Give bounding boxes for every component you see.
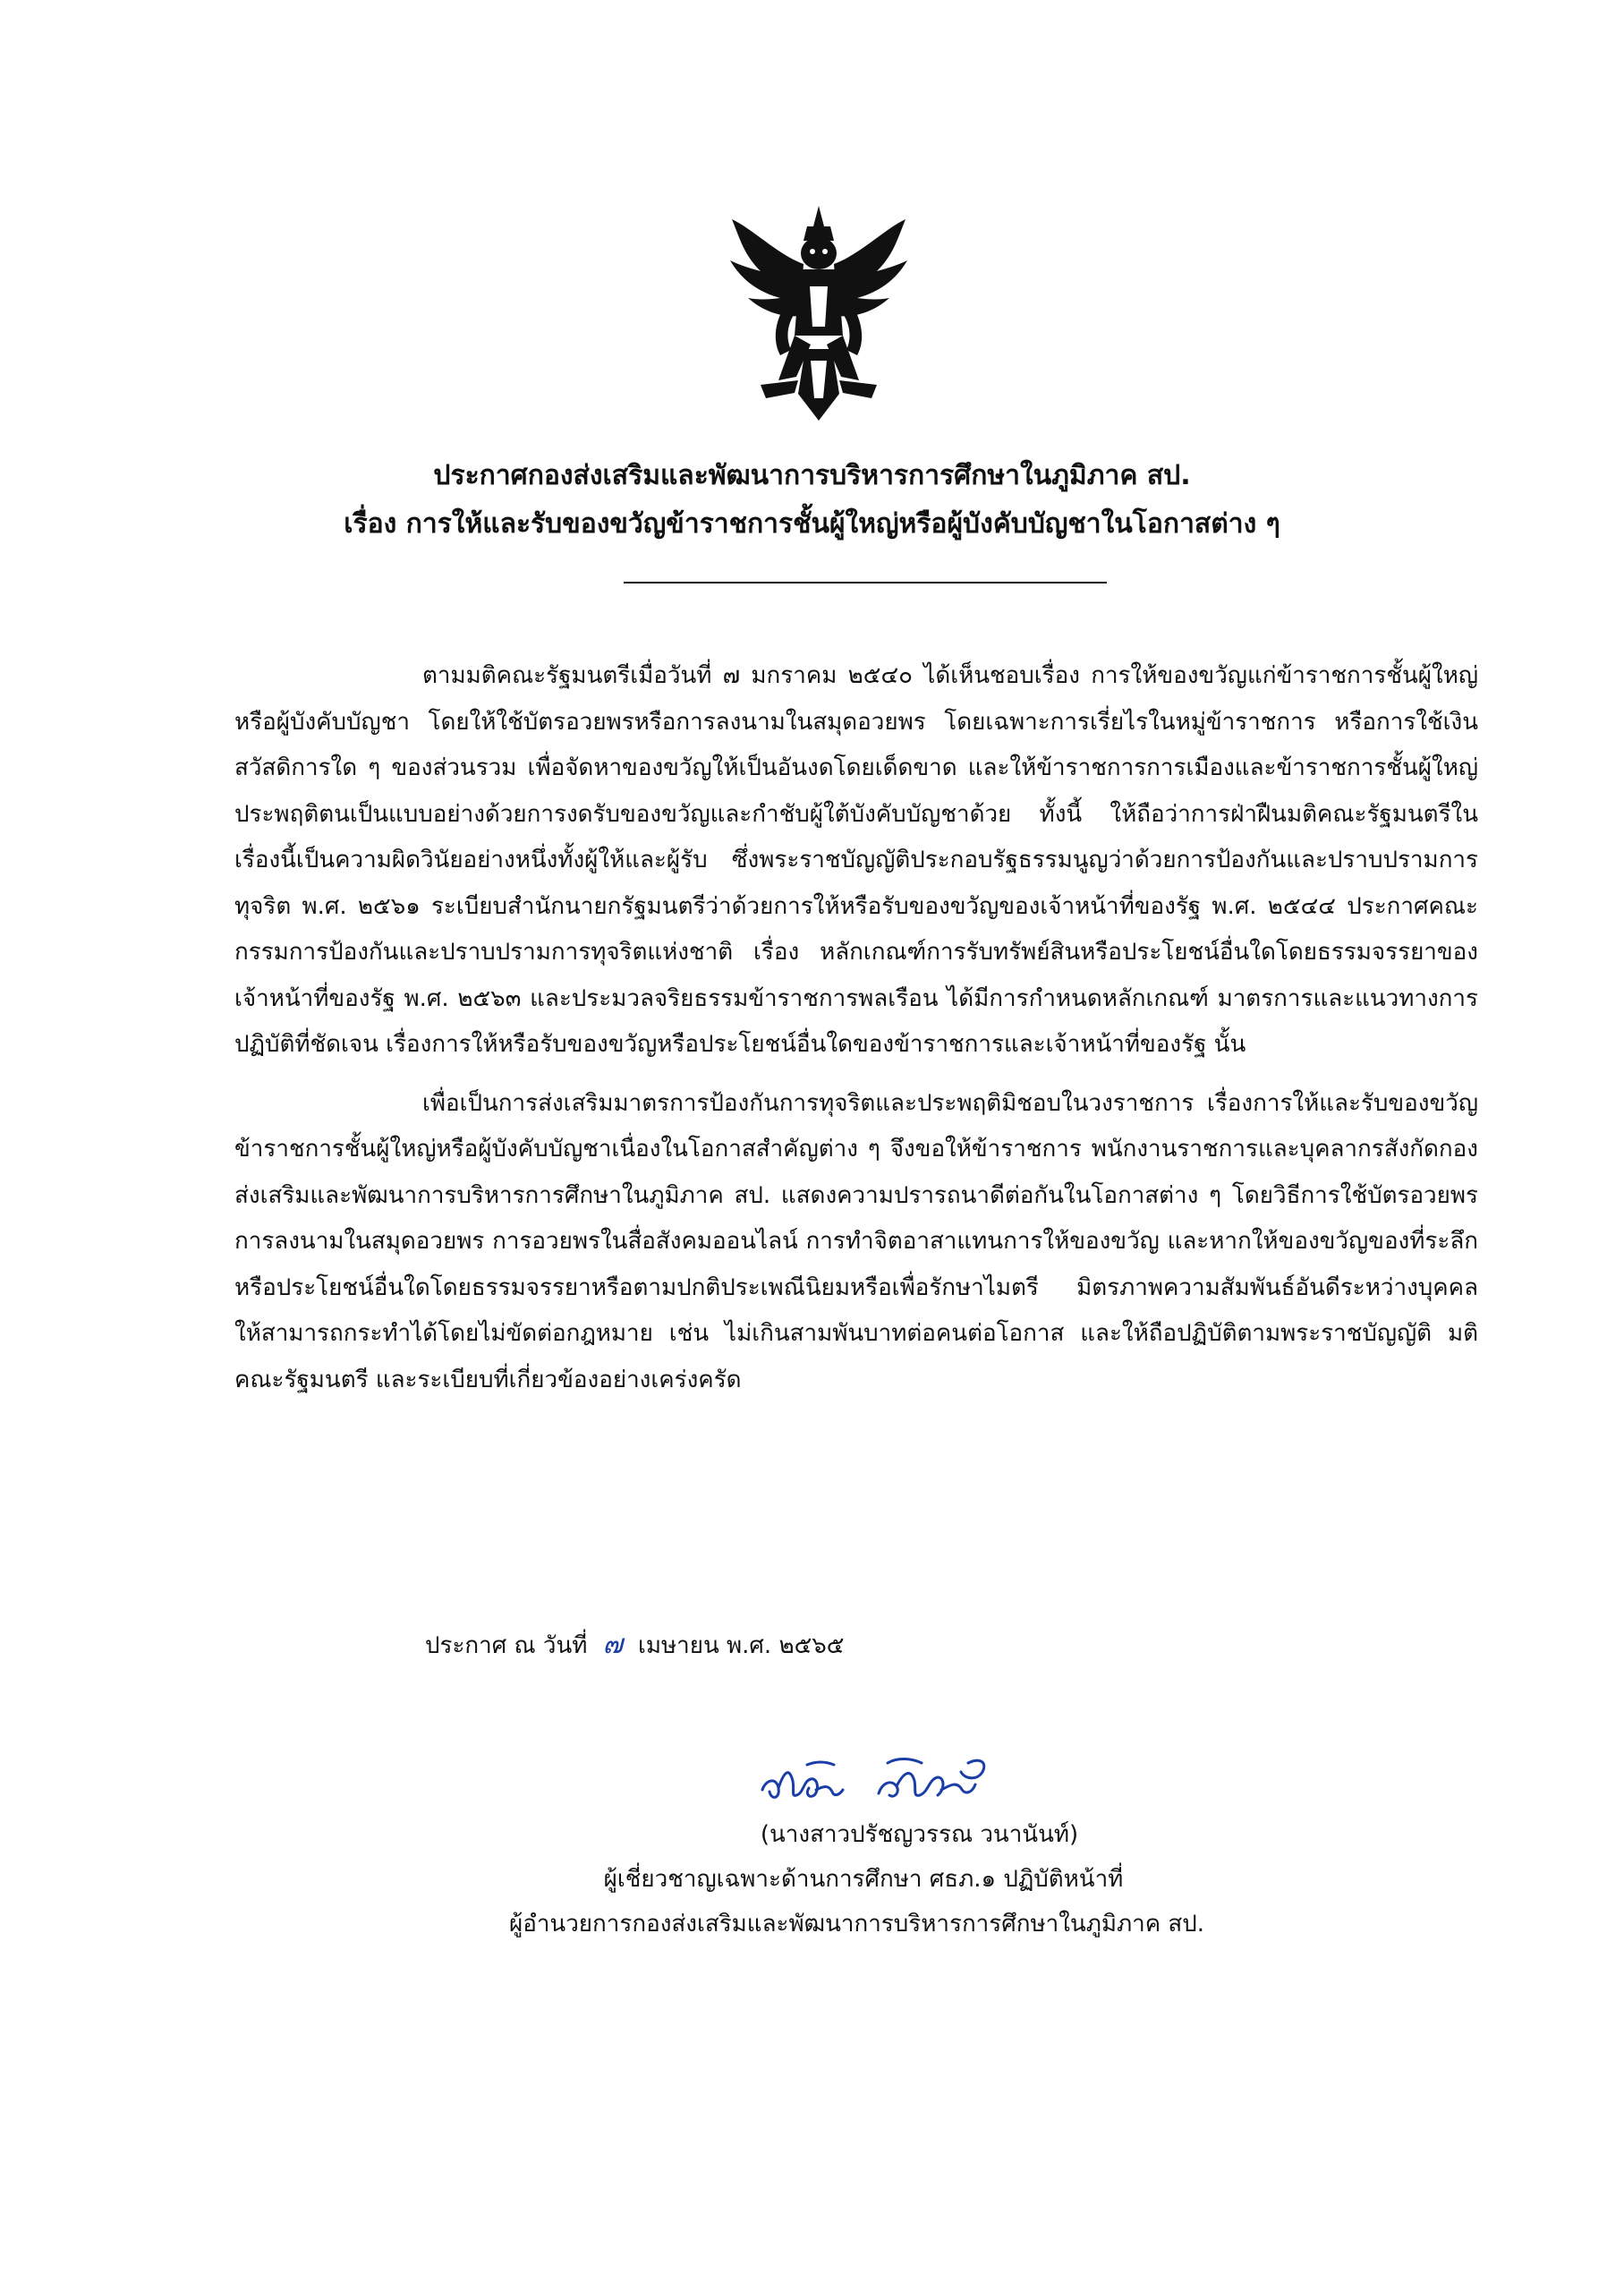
handwritten-signature xyxy=(753,1745,1022,1817)
announcement-day: ๗ xyxy=(602,1629,623,1660)
signatory-block xyxy=(0,1812,1624,1946)
title-line-2: เรื่อง การให้และรับของขวัญข้าราชการชั้นผู้ใหญ่หรือผู้บังคับบัญชาในโอกาสต่าง ๆ xyxy=(344,508,1280,540)
title-divider xyxy=(624,582,1107,583)
announcement-date xyxy=(425,1627,844,1664)
signatory-position: ผู้เชี่ยวชาญเฉพาะด้านการศึกษา ศธภ.๑ ปฏิบัติหน้าที่ xyxy=(603,1866,1124,1893)
announcement-prefix: ประกาศ ณ วันที่ xyxy=(425,1632,588,1659)
document-title xyxy=(0,452,1624,549)
document-body xyxy=(234,653,1478,1403)
body-paragraph-2: เพื่อเป็นการส่งเสริมมาตรการป้องกันการทุจริตและประพฤติมิชอบในวงราชการ เรื่องการให้และรับของขวัญข้าราชการชั้นผู้ใหญ่หรือผู้บังคับบัญชาเนื่องในโอกาสสำคัญต่าง ๆ จึงขอให้ข้าราชการ พนักงานราชการและบุคลากรสังกัดกองส่งเสริมและพัฒนาการบริหารการศึกษาในภูมิภาค สป. แสดงความปรารถนาดีต่อกันในโอกาสต่าง ๆ โดยวิธีการใช้บัตรอวยพร การลงนามในสมุดอวยพร การอวยพรในสื่อสังคมออนไลน์ การทำจิตอาสาแทนการให้ของขวัญ และหากให้ของขวัญของที่ระลึก หรือประโยชน์อื่นใดโดยธรรมจรรยาหรือตามปกติประเพณีนิยมหรือเพื่อรักษาไมตรี มิตรภาพความสัมพันธ์อันดีระหว่างบุคคล ให้สามารถกระทำได้โดยไม่ขัดต่อกฎหมาย เช่น ไม่เกินสามพันบาทต่อคนต่อโอกาส และให้ถือปฏิบัติตามพระราชบัญญัติ มติคณะรัฐมนตรี และระเบียบที่เกี่ยวข้องอย่างเคร่งครัด xyxy=(234,1089,1478,1393)
title-line-1: ประกาศกองส่งเสริมและพัฒนาการบริหารการศึกษาในภูมิภาค สป. xyxy=(433,460,1191,491)
announcement-month-year: เมษายน พ.ศ. ๒๕๖๕ xyxy=(637,1632,845,1659)
signatory-name: (นางสาวปรัชญวรรณ วนานันท์) xyxy=(760,1821,1079,1848)
garuda-emblem-icon xyxy=(725,201,913,425)
signatory-acting-role: ผู้อำนวยการกองส่งเสริมและพัฒนาการบริหารการศึกษาในภูมิภาค สป. xyxy=(508,1911,1205,1938)
body-paragraph-1: ตามมติคณะรัฐมนตรีเมื่อวันที่ ๗ มกราคม ๒๕๔๐ ได้เห็นชอบเรื่อง การให้ของขวัญแก่ข้าราชการชั้นผู้ใหญ่หรือผู้บังคับบัญชา โดยให้ใช้บัตรอวยพรหรือการลงนามในสมุดอวยพร โดยเฉพาะการเรี่ยไรในหมู่ข้าราชการ หรือการใช้เงินสวัสดิการใด ๆ ของส่วนรวม เพื่อจัดหาของขวัญให้เป็นอันงดโดยเด็ดขาด และให้ข้าราชการการเมืองและข้าราชการชั้นผู้ใหญ่ประพฤติตนเป็นแบบอย่างด้วยการงดรับของขวัญและกำชับผู้ใต้บังคับบัญชาด้วย ทั้งนี้ ให้ถือว่าการฝ่าฝืนมติคณะรัฐมนตรีในเรื่องนี้เป็นความผิดวินัยอย่างหนึ่งทั้งผู้ให้และผู้รับ ซึ่งพระราชบัญญัติประกอบรัฐธรรมนูญว่าด้วยการป้องกันและปราบปรามการทุจริต พ.ศ. ๒๕๖๑ ระเบียบสำนักนายกรัฐมนตรีว่าด้วยการให้หรือรับของขวัญของเจ้าหน้าที่ของรัฐ พ.ศ. ๒๕๔๔ ประกาศคณะกรรมการป้องกันและปราบปรามการทุจริตแห่งชาติ เรื่อง หลักเกณฑ์การรับทรัพย์สินหรือประโยชน์อื่นใดโดยธรรมจรรยาของเจ้าหน้าที่ของรัฐ พ.ศ. ๒๕๖๓ และประมวลจริยธรรมข้าราชการพลเรือน ได้มีการกำหนดหลักเกณฑ์ มาตรการและแนวทางการปฏิบัติที่ชัดเจน เรื่องการให้หรือรับของขวัญหรือประโยชน์อื่นใดของข้าราชการและเจ้าหน้าที่ของรัฐ นั้น xyxy=(234,662,1478,1058)
